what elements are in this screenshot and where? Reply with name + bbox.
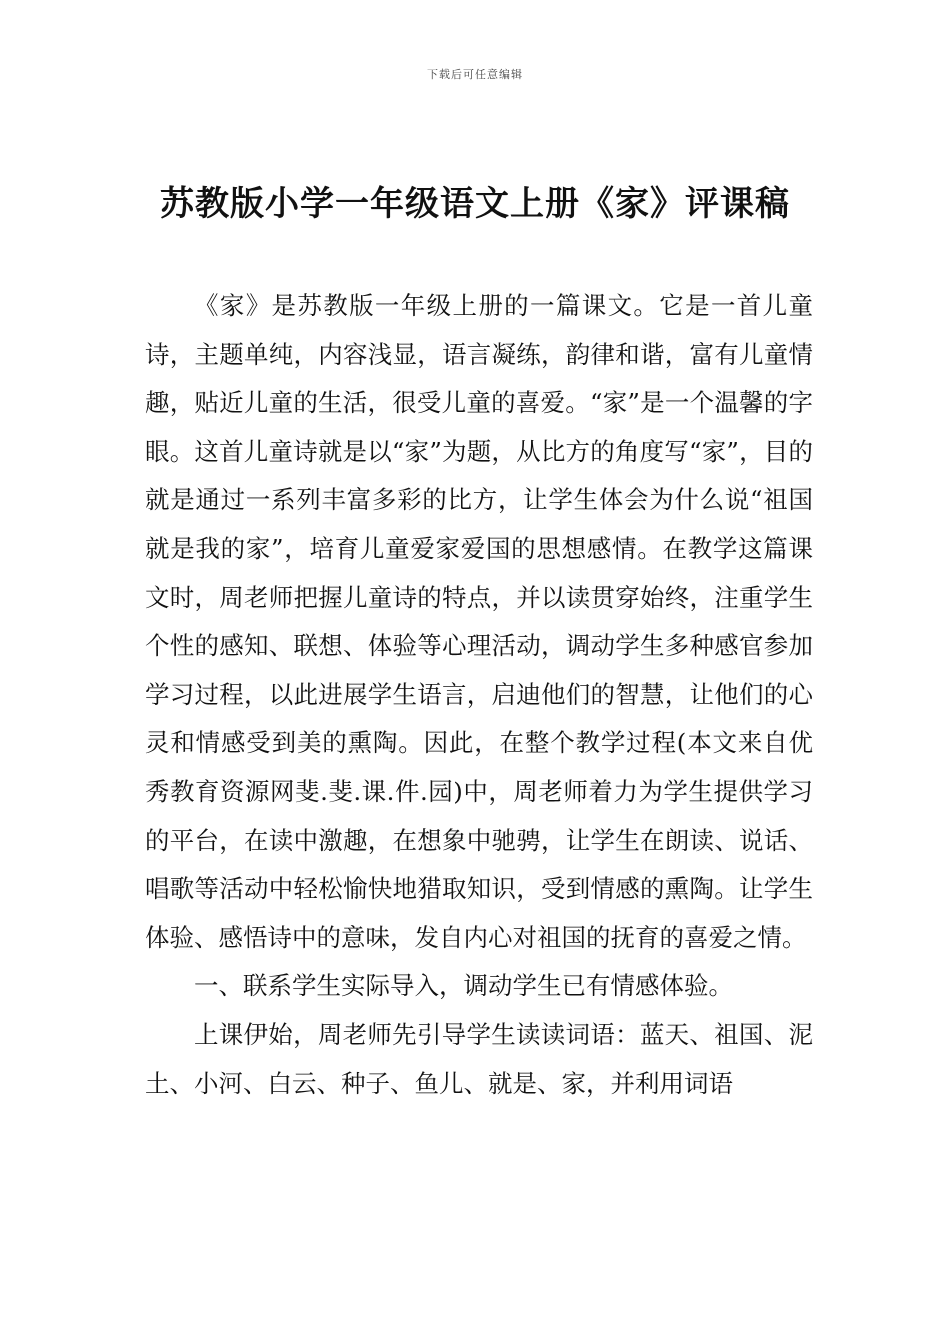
document-title: 苏教版小学一年级语文上册《家》评课稿 [160,184,790,224]
paragraph-intro: 《家》是苏教版一年级上册的一篇课文。它是一首儿童诗，主题单纯，内容浅显，语言凝练，韵律和谐，富有儿童情趣，贴近儿童的生活，很受儿童的喜爱。“家”是一个温馨的字眼。这首儿童诗就是以“家”为题，从比方的角度写“家”，目的就是通过一系列丰富多彩的比方，让学生体会为什么说“祖国就是我的家”，培育儿童爱家爱国的思想感情。在教学这篇课文时，周老师把握儿童诗的特点，并以读贯穿始终，注重学生个性的感知、联想、体验等心理活动，调动学生多种感官参加学习过程，以此进展学生语言，启迪他们的智慧，让他们的心灵和情感受到美的熏陶。因此，在整个教学过程(本文来自优秀教育资源网斐.斐.课.件.园)中，周老师着力为学生提供学习的平台，在读中激趣，在想象中驰骋，让学生在朗读、说话、唱歌等活动中轻松愉快地猎取知识，受到情感的熏陶。让学生体验、感悟诗中的意味，发自内心对祖国的抚育的喜爱之情。 [145,291,813,952]
paragraph-section-text: 上课伊始，周老师先引导学生读读词语：蓝天、祖国、泥土、小河、白云、种子、鱼儿、就是、家，并利用词语 [145,1019,813,1098]
document-body [145,282,813,1108]
header-note: 下载后可任意编辑 [427,68,523,81]
paragraph-section-heading: 一、联系学生实际导入，调动学生已有情感体验。 [194,971,733,1001]
